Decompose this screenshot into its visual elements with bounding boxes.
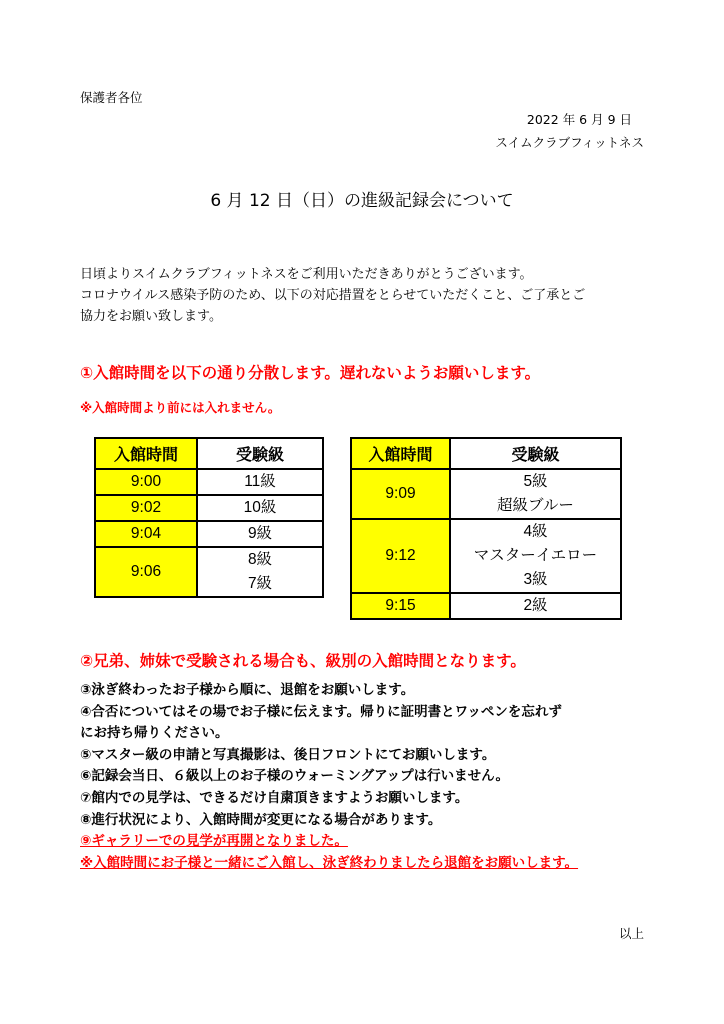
schedule-table-2: [350, 437, 622, 620]
notice-list: [80, 680, 578, 874]
entry-time-cell: 9:00: [95, 469, 197, 495]
list-item-highlight: ※入館時間にお子様と一緒にご入館し、泳ぎ終わりましたら退館をお願いします。: [80, 854, 579, 871]
grade-cell: [450, 519, 621, 593]
list-item: ⑤マスター級の申請と写真撮影は、後日フロントにてお願いします。: [80, 746, 496, 763]
grade-label: 7級: [247, 575, 273, 592]
grade-label: 4級: [523, 523, 548, 540]
grade-label: 5級: [523, 473, 548, 490]
grade-label: 3級: [523, 571, 548, 588]
intro-line: 協力をお願い致します。: [80, 309, 222, 324]
grade-label: 10級: [243, 499, 277, 516]
table-row: [351, 469, 621, 519]
grade-label: 11級: [244, 473, 276, 490]
grade-label: 超級ブルー: [497, 497, 574, 514]
page-title: 6 月 12 日（日）の進級記録会について: [210, 191, 514, 211]
header-entry-time: 入館時間: [95, 438, 197, 469]
table-row: [95, 547, 323, 597]
list-item: ⑦館内での見学は、できるだけ自粛頂きますようお願いします。: [80, 789, 469, 806]
grade-cell: [450, 593, 621, 619]
header-entry-time: 入館時間: [351, 438, 450, 469]
table-header-row: [95, 438, 323, 469]
grade-cell: [197, 469, 323, 495]
header-grade: 受験級: [197, 438, 323, 469]
entry-time-cell: 9:09: [351, 469, 450, 519]
schedule-table-1: [94, 437, 324, 598]
entry-time-cell: 9:15: [351, 593, 450, 619]
table-row: [351, 519, 621, 593]
grade-label: 9級: [247, 525, 273, 542]
table-header-row: [351, 438, 621, 469]
section2-heading: ②兄弟、姉妹で受験される場合も、級別の入館時間となります。: [80, 652, 526, 670]
grade-cell: [197, 547, 323, 597]
intro-line: コロナウイルス感染予防のため、以下の対応措置をとらせていただくこと、ご了承とご: [80, 288, 586, 303]
document-date: 2022 年 6 月 9 日: [526, 112, 632, 127]
grade-label: マスターイエロー: [473, 547, 598, 564]
section1-heading: ①入館時間を以下の通り分散します。遅れないようお願いします。: [80, 364, 541, 382]
header-grade: 受験級: [450, 438, 621, 469]
grade-cell: [450, 469, 621, 519]
list-item: にお持ち帰りください。: [80, 725, 229, 742]
organization-name: スイムクラブフィットネス: [495, 135, 644, 150]
grade-cell: [197, 521, 323, 547]
table-row: [95, 495, 323, 521]
entry-time-cell: 9:02: [95, 495, 197, 521]
list-item: ⑥記録会当日、６級以上のお子様のウォーミングアップは行いません。: [80, 768, 509, 785]
grade-label: 2級: [523, 597, 548, 614]
list-item: ③泳ぎ終わったお子様から順に、退館をお願いします。: [80, 682, 415, 698]
entry-time-cell: 9:12: [351, 519, 450, 593]
table-row: [351, 593, 621, 619]
intro-line: 日頃よりスイムクラブフィットネスをご利用いただきありがとうございます。: [80, 267, 533, 282]
grade-label: 8級: [247, 551, 273, 568]
entry-time-cell: 9:04: [95, 521, 197, 547]
closing-text: 以上: [618, 926, 644, 941]
recipient: 保護者各位: [80, 90, 143, 105]
table-row: [95, 521, 323, 547]
list-item: ④合否についてはその場でお子様に伝えます。帰りに証明書とワッペンを忘れず: [80, 703, 562, 720]
section1-note: ※入館時間より前には入れません。: [80, 400, 281, 415]
entry-time-cell: 9:06: [95, 547, 197, 597]
list-item: ⑧進行状況により、入館時間が変更になる場合があります。: [80, 811, 442, 828]
intro-paragraph: [80, 264, 585, 327]
grade-cell: [197, 495, 323, 521]
list-item-highlight: ⑨ギャラリーでの見学が再開となりました。: [80, 833, 348, 850]
table-row: [95, 469, 323, 495]
